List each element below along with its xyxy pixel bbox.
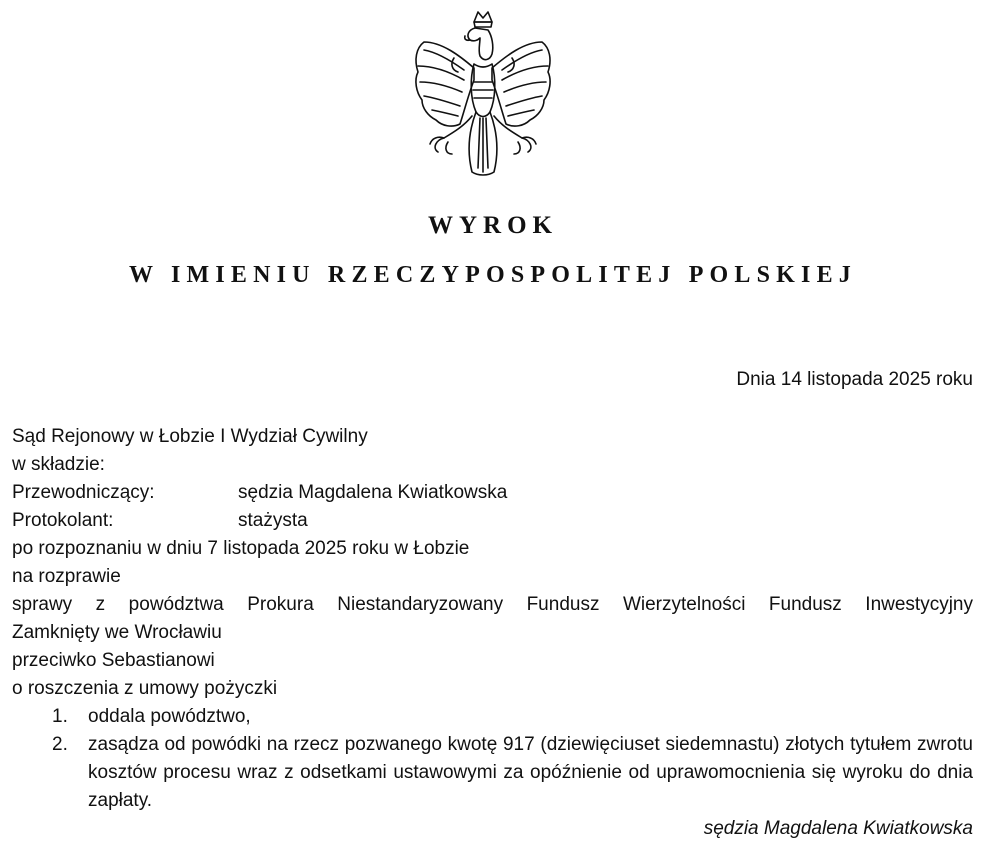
case-plaintiff-line-1: sprawy z powództwa Prokura Niestandaryzowany Fundusz Wierzytelności Fundusz Inwestycyjny xyxy=(12,594,973,615)
court-name: Sąd Rejonowy w Łobzie I Wydział Cywilny xyxy=(12,426,368,447)
clerk-value: stażysta xyxy=(238,510,308,531)
defendant: przeciwko Sebastianowi xyxy=(12,650,215,671)
ruling-text: oddala powództwo, xyxy=(88,706,251,727)
clerk-label: Protokolant: xyxy=(12,510,114,531)
presiding-value: sędzia Magdalena Kwiatkowska xyxy=(238,482,508,503)
claim-subject: o roszczenia z umowy pożyczki xyxy=(12,678,278,699)
judge-signature: sędzia Magdalena Kwiatkowska xyxy=(703,818,973,839)
judgment-date: Dnia 14 listopada 2025 roku xyxy=(736,369,973,390)
ruling-text: zasądza od powódki na rzecz pozwanego kwotę 917 (dziewięciuset siedemnastu) złotych tytułem zwrotu kosztów procesu wraz z odsetkami ustawowymi za opóźnienie od uprawomocnienia się wyroku do dnia zapłaty. xyxy=(88,734,973,811)
document-title: WYROK xyxy=(428,212,558,239)
document-subtitle: W IMIENIU RZECZYPOSPOLITEJ POLSKIEJ xyxy=(129,262,857,288)
ruling-number: 1. xyxy=(52,706,68,727)
ruling-number: 2. xyxy=(52,734,68,755)
document-body xyxy=(12,423,973,843)
ruling-item xyxy=(52,703,973,731)
presiding-row xyxy=(12,479,973,507)
composition-label: w składzie: xyxy=(12,454,105,475)
session-type: na rozprawie xyxy=(12,566,121,587)
clerk-row xyxy=(12,507,973,535)
presiding-label: Przewodniczący: xyxy=(12,482,155,503)
ruling-item xyxy=(52,731,973,815)
rulings-list xyxy=(52,703,973,815)
hearing-info: po rozpoznaniu w dniu 7 listopada 2025 roku w Łobzie xyxy=(12,538,470,559)
case-plaintiff-line-2: Zamknięty we Wrocławiu xyxy=(12,622,222,643)
polish-eagle-emblem-icon xyxy=(408,8,558,182)
